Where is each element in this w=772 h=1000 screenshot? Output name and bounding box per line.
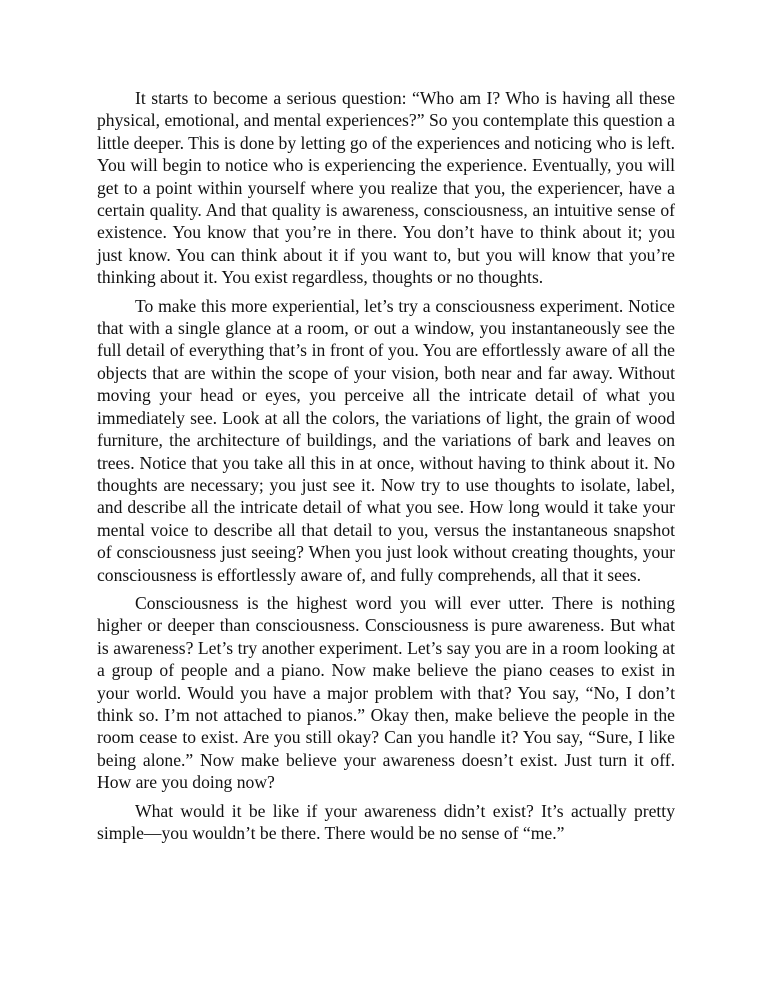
document-page — [97, 87, 675, 850]
paragraph-2: To make this more experiential, let’s try a consciousness experiment. Notice that with a single glance at a room, or out a window, you instantaneously see the full detail of everything that’s in front of you. You are effortlessly aware of all the objects that are within the scope of your vision, both near and far away. Without moving your head or eyes, you perceive all the intricate detail of what you immediately see. Look at all the colors, the variations of light, the grain of wood furniture, the architecture of buildings, and the variations of bark and leaves on trees. Notice that you take all this in at once, without having to think about it. No thoughts are necessary; you just see it. Now try to use thoughts to isolate, label, and describe all the intricate detail of what you see. How long would it take your mental voice to describe all that detail to you, versus the instantaneous snapshot of consciousness just seeing? When you just look without creating thoughts, your consciousness is effortlessly aware of, and fully comprehends, all that it sees. — [97, 295, 675, 585]
paragraph-1: It starts to become a serious question: “Who am I? Who is having all these physical, emotional, and mental experiences?” So you contemplate this question a little deeper. This is done by letting go of the experiences and noticing who is left. You will begin to notice who is experiencing the experience. Eventually, you will get to a point within yourself where you realize that you, the experiencer, have a certain quality. And that quality is awareness, consciousness, an intuitive sense of existence. You know that you’re in there. You don’t have to think about it; you just know. You can think about it if you want to, but you will know that you’re thinking about it. You exist regardless, thoughts or no thoughts. — [97, 88, 675, 288]
paragraph-3: Consciousness is the highest word you will ever utter. There is nothing higher or deeper than consciousness. Consciousness is pure awareness. But what is awareness? Let’s try another experiment. Let’s say you are in a room looking at a group of people and a piano. Now make believe the piano ceases to exist in your world. Would you have a major problem with that? You say, “No, I don’t think so. I’m not attached to pianos.” Okay then, make believe the people in the room cease to exist. Are you still okay? Can you handle it? You say, “Sure, I like being alone.” Now make believe your awareness doesn’t exist. Just turn it off. How are you doing now? — [97, 592, 675, 793]
paragraph-4: What would it be like if your awareness didn’t exist? It’s actually pretty simple—you wouldn’t be there. There would be no sense of “me.” — [97, 800, 675, 843]
